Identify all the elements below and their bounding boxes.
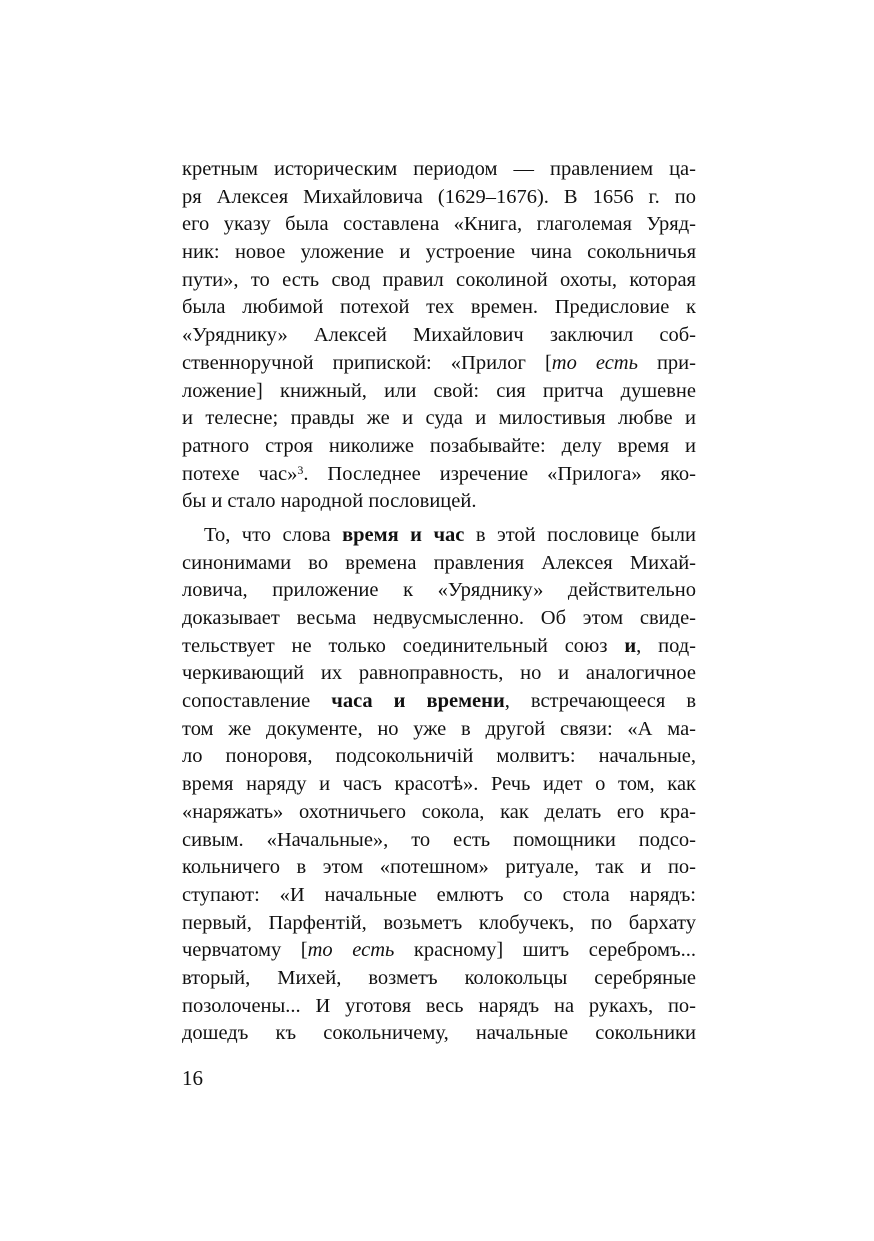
bold-text: времени: [426, 690, 505, 713]
text-line: «наряжать» охотничьего сокола, как делать его кра-: [182, 800, 696, 823]
text-line: была любимой потехой тех времен. Предисловие к: [182, 296, 696, 319]
page-number: 16: [182, 1066, 203, 1090]
text-line: пути», то есть свод правил соколиной охоты, которая: [182, 268, 696, 291]
text-line: доказывает весьма недвусмысленно. Об этом свиде-: [182, 607, 696, 629]
paragraph-2: [182, 522, 696, 1048]
text-run: красному] шитъ серебромъ...: [394, 939, 696, 962]
text-line: ло поноровя, подсокольничiй молвитъ: начальные,: [182, 745, 696, 768]
footnote-ref: 3: [297, 462, 304, 477]
text-line: [182, 461, 696, 489]
bold-text: время: [342, 523, 399, 546]
text-run: тельствует не только соединительный союз: [182, 634, 625, 657]
text-run: , под-: [636, 634, 696, 657]
text-run: сопоставление: [182, 690, 332, 713]
text-line: [182, 688, 696, 716]
text-line: ловича, приложение к «Уряднику» действительно: [182, 579, 696, 602]
text-line: черкивающий их равноправность, но и аналогичное: [182, 662, 696, 685]
bold-text: и: [372, 690, 427, 713]
bold-text: час: [433, 523, 465, 546]
paragraph-1: [182, 156, 696, 516]
text-run: в этой пословице были: [464, 523, 696, 546]
text-line: дошедъ къ сокольничему, начальные сокольники: [182, 1022, 696, 1045]
text-line: бы и стало народной пословицей.: [182, 490, 477, 513]
text-line: том же документе, но уже в другой связи: «А ма-: [182, 717, 696, 740]
text-run: , встречающееся в: [504, 690, 696, 713]
text-line: «Уряднику» Алексей Михайлович заключил соб-: [182, 324, 696, 347]
text-run: . Последнее изречение «Прилога» яко-: [303, 462, 696, 485]
text-line: кретным историческим периодом — правлением ца-: [182, 158, 696, 180]
italic-text: то есть: [551, 351, 638, 374]
text-line: его указу была составлена «Книга, глаголемая Уряд-: [182, 213, 696, 236]
text-line: ступают: «И начальные емлютъ со стола нарядъ:: [182, 883, 696, 906]
text-line: позолочены... И уготовя весь нарядъ на рукахъ, по-: [182, 994, 696, 1017]
text-line: и телесне; правды же и суда и милостивыя любве и: [182, 407, 696, 430]
body-text: [182, 156, 696, 1048]
text-line: [182, 350, 696, 378]
text-line: кольничего в этом «потешном» ритуале, так и по-: [182, 856, 696, 879]
text-run: То, что слова: [204, 523, 343, 546]
text-line: ратного строя николиже позабывайте: делу время и: [182, 434, 696, 457]
italic-text: то есть: [307, 939, 395, 962]
text-line: ря Алексея Михайловича (1629–1676). В 1656 г. по: [182, 185, 696, 208]
text-line: первый, Парфентiй, возьметъ клобучекъ, по бархату: [182, 911, 696, 934]
text-line: [182, 633, 696, 661]
bold-text: часа: [331, 690, 373, 713]
text-line: ник: новое уложение и устроение чина сокольничья: [182, 241, 696, 264]
text-run: при-: [637, 351, 696, 374]
text-line: сивым. «Начальные», то есть помощники подсо-: [182, 828, 696, 851]
text-run: потехе час»: [182, 462, 298, 485]
text-line: [182, 937, 696, 965]
text-line: синонимами во времена правления Алексея Михай-: [182, 551, 696, 574]
text-line: время наряду и часъ красотѣ». Речь идет о том, как: [182, 773, 696, 796]
bold-text: и: [398, 523, 434, 546]
text-line: вторый, Михей, возметъ колокольцы серебряные: [182, 966, 696, 989]
text-line: [182, 522, 696, 550]
bold-text: и: [624, 634, 637, 657]
text-run: ственноручной припиской: «Прилог [: [182, 351, 552, 374]
text-line: ложение] книжный, или свой: сия притча душевне: [182, 379, 696, 402]
text-run: червчатому [: [182, 939, 308, 962]
